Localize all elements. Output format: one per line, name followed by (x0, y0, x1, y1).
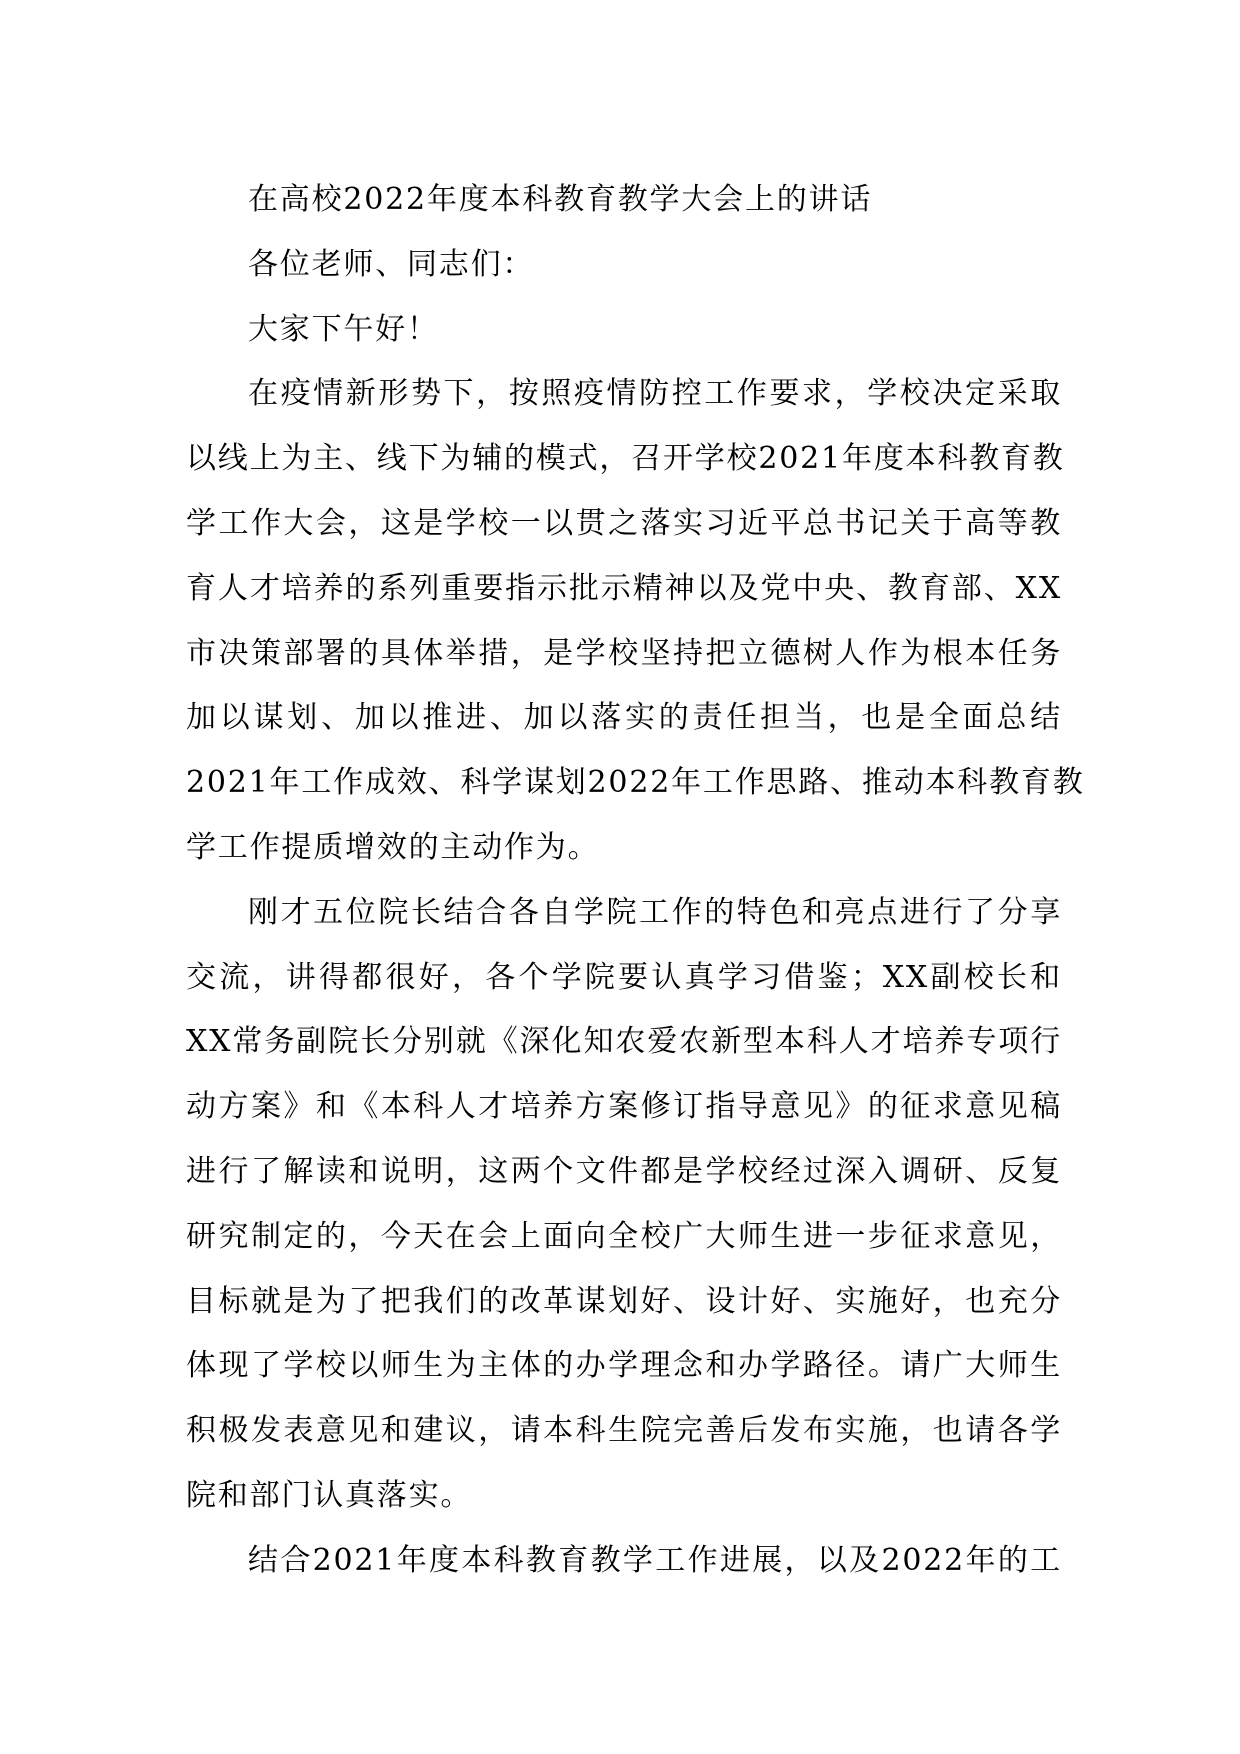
paragraph-3 (186, 1529, 1062, 1594)
paragraph-1 (186, 362, 1085, 880)
paragraph-line: 刚才五位院长结合各自学院工作的特色和亮点进行了分享 (248, 894, 1062, 930)
paragraph-line: 市决策部署的具体举措，是学校坚持把立德树人作为根本任务 (186, 635, 1062, 671)
paragraph-line: 以线上为主、线下为辅的模式，召开学校2021年度本科教育教 (186, 441, 1065, 477)
paragraph-line: 学工作大会，这是学校一以贯之落实习近平总书记关于高等教 (186, 505, 1062, 541)
paragraph-line: 进行了解读和说明，这两个文件都是学校经过深入调研、反复 (186, 1153, 1062, 1189)
paragraph-line: 交流，讲得都很好，各个学院要认真学习借鉴；XX副校长和 (186, 959, 1062, 995)
paragraph-line: 育人才培养的系列重要指示批示精神以及党中央、教育部、XX (186, 570, 1062, 606)
greeting: 大家下午好！ (248, 311, 439, 347)
document-body (186, 168, 1085, 1594)
paragraph-line: 2021年工作成效、科学谋划2022年工作思路、推动本科教育教 (186, 765, 1085, 801)
paragraph-line: 动方案》和《本科人才培养方案修订指导意见》的征求意见稿 (186, 1089, 1062, 1125)
paragraph-line: 院和部门认真落实。 (186, 1477, 473, 1513)
paragraph-line: 结合2021年度本科教育教学工作进展，以及2022年的工 (248, 1542, 1062, 1578)
paragraph-line: 研究制定的，今天在会上面向全校广大师生进一步征求意见， (186, 1218, 1062, 1254)
speech-title: 在高校2022年度本科教育教学大会上的讲话 (248, 182, 873, 217)
paragraph-line: 体现了学校以师生为主体的办学理念和办学路径。请广大师生 (186, 1348, 1062, 1384)
paragraph-line: 学工作提质增效的主动作为。 (186, 829, 600, 865)
paragraph-line: 目标就是为了把我们的改革谋划好、设计好、实施好，也充分 (186, 1283, 1062, 1319)
paragraph-line: XX常务副院长分别就《深化知农爱农新型本科人才培养专项行 (186, 1024, 1062, 1060)
salutation: 各位老师、同志们： (248, 246, 535, 282)
paragraph-line: 积极发表意见和建议，请本科生院完善后发布实施，也请各学 (186, 1413, 1062, 1449)
paragraph-line: 在疫情新形势下，按照疫情防控工作要求，学校决定采取 (248, 376, 1062, 412)
paragraph-line: 加以谋划、加以推进、加以落实的责任担当，也是全面总结 (186, 700, 1062, 736)
paragraph-2 (186, 881, 1062, 1529)
